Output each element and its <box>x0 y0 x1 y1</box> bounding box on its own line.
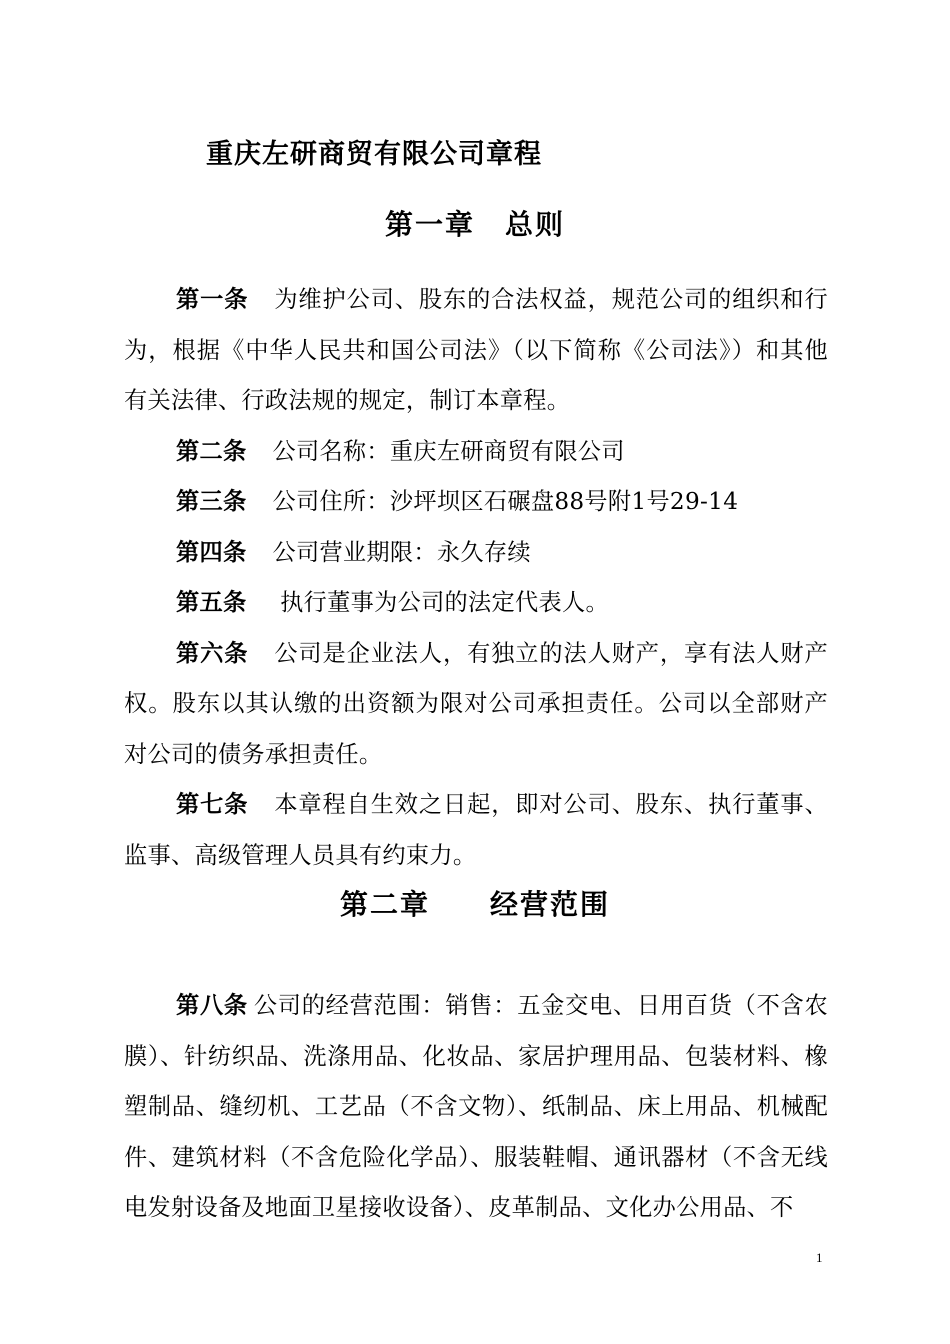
article-4 <box>124 528 828 579</box>
article-label: 第七条 <box>176 791 249 818</box>
article-text: 公司营业期限：永久存续 <box>272 538 531 566</box>
article-6 <box>124 629 828 781</box>
article-label: 第六条 <box>176 639 249 667</box>
article-text: 为维护公司、股东的合法权益，规范公司的组织和行为，根据《中华人民共和国公司法》（以下简称《公司法》）和其他有关法律、行政法规的规定，制订本章程。 <box>124 286 828 414</box>
article-8 <box>124 981 828 1234</box>
document-title: 重庆左研商贸有限公司章程 <box>206 139 542 170</box>
page-number: 1 <box>816 1250 823 1265</box>
article-text: 本章程自生效之日起，即对公司、股东、执行董事、监事、高级管理人员具有约束力。 <box>124 791 828 869</box>
article-3 <box>124 477 828 528</box>
document-body <box>124 275 828 1234</box>
article-text: 公司的经营范围：销售：五金交电、日用百货（不含农膜）、针纺织品、洗涤用品、化妆品、家居护理用品、包装材料、橡塑制品、缝纫机、工艺品（不含文物）、纸制品、床上用品、机械配件、建筑材料（不含危险化学品）、服装鞋帽、通讯器材（不含无线电发射设备及地面卫星接收设备）、皮革制品、文化办公用品、不 <box>124 992 828 1221</box>
article-1 <box>124 275 828 427</box>
chapter-2-heading: 第二章 经营范围 <box>339 888 610 921</box>
article-text: 公司名称：重庆左研商贸有限公司 <box>272 437 625 465</box>
article-2 <box>124 427 828 478</box>
article-label: 第五条 <box>176 589 247 616</box>
article-label: 第一条 <box>176 286 249 313</box>
chapter-1-heading: 第一章 总则 <box>384 208 565 241</box>
article-text: 公司住所：沙坪坝区石碾盘88号附1号29-14 <box>272 488 739 515</box>
article-label: 第三条 <box>176 488 247 515</box>
article-text: 公司是企业法人，有独立的法人财产，享有法人财产权。股东以其认缴的出资额为限对公司承担责任。公司以全部财产对公司的债务承担责任。 <box>124 639 828 768</box>
article-5 <box>124 578 828 629</box>
article-text: 执行董事为公司的法定代表人。 <box>272 589 609 616</box>
article-label: 第二条 <box>176 437 247 465</box>
article-7 <box>124 780 828 881</box>
article-label: 第四条 <box>176 538 247 566</box>
article-label: 第八条 <box>176 992 248 1019</box>
